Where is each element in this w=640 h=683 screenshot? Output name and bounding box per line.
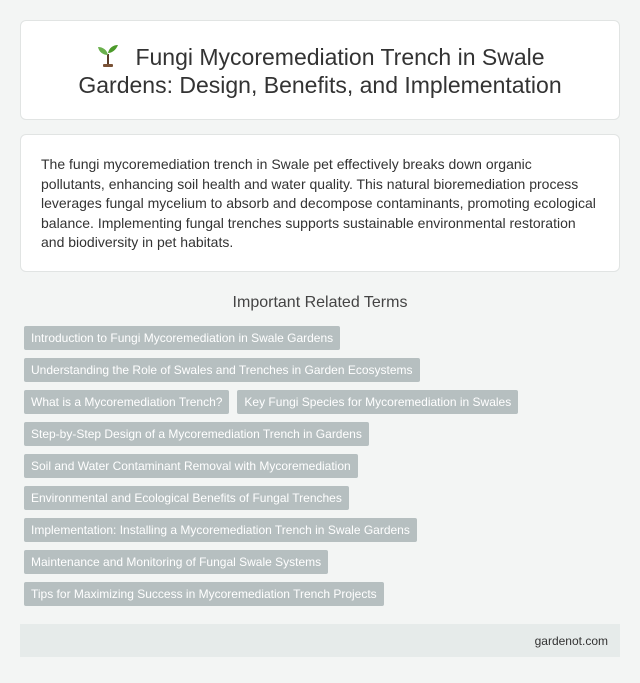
- footer-site-link[interactable]: gardenot.com: [534, 633, 608, 648]
- page-title: [51, 42, 589, 99]
- related-term-tag[interactable]: Implementation: Installing a Mycoremediation Trench in Swale Gardens: [24, 518, 417, 542]
- tag-row: [24, 518, 620, 542]
- related-term-tag[interactable]: Step-by-Step Design of a Mycoremediation Trench in Gardens: [24, 422, 369, 446]
- related-term-tag[interactable]: Understanding the Role of Swales and Trenches in Garden Ecosystems: [24, 358, 420, 382]
- sprout-icon: [95, 42, 121, 68]
- summary-card: [20, 134, 620, 272]
- related-term-tag[interactable]: Key Fungi Species for Mycoremediation in Swales: [237, 390, 518, 414]
- related-term-tag[interactable]: Maintenance and Monitoring of Fungal Swale Systems: [24, 550, 328, 574]
- related-term-tag[interactable]: Environmental and Ecological Benefits of Fungal Trenches: [24, 486, 349, 510]
- tag-row: [24, 486, 620, 510]
- tag-row: [24, 550, 620, 574]
- tag-row: [24, 582, 620, 606]
- related-terms-list: [20, 326, 620, 606]
- tag-row: [24, 454, 620, 478]
- page-title-text: Fungi Mycoremediation Trench in Swale Gardens: Design, Benefits, and Implementation: [78, 43, 562, 98]
- tag-row: [24, 390, 620, 414]
- related-term-tag[interactable]: What is a Mycoremediation Trench?: [24, 390, 229, 414]
- summary-text: The fungi mycoremediation trench in Swale pet effectively breaks down organic pollutants, enhancing soil health and water quality. This natural bioremediation process leverages fungal mycelium to absorb and decompose contaminants, promoting ecological balance. Implementing fungal trenches supports sustainable environmental restoration and biodiversity in pet habitats.: [41, 156, 596, 250]
- related-term-tag[interactable]: Soil and Water Contaminant Removal with Mycoremediation: [24, 454, 358, 478]
- related-term-tag[interactable]: Tips for Maximizing Success in Mycoremediation Trench Projects: [24, 582, 384, 606]
- tag-row: [24, 326, 620, 350]
- title-card: [20, 20, 620, 120]
- footer: [20, 624, 620, 657]
- tag-row: [24, 358, 620, 382]
- related-terms-heading: Important Related Terms: [232, 294, 408, 311]
- related-term-tag[interactable]: Introduction to Fungi Mycoremediation in Swale Gardens: [24, 326, 340, 350]
- tag-row: [24, 422, 620, 446]
